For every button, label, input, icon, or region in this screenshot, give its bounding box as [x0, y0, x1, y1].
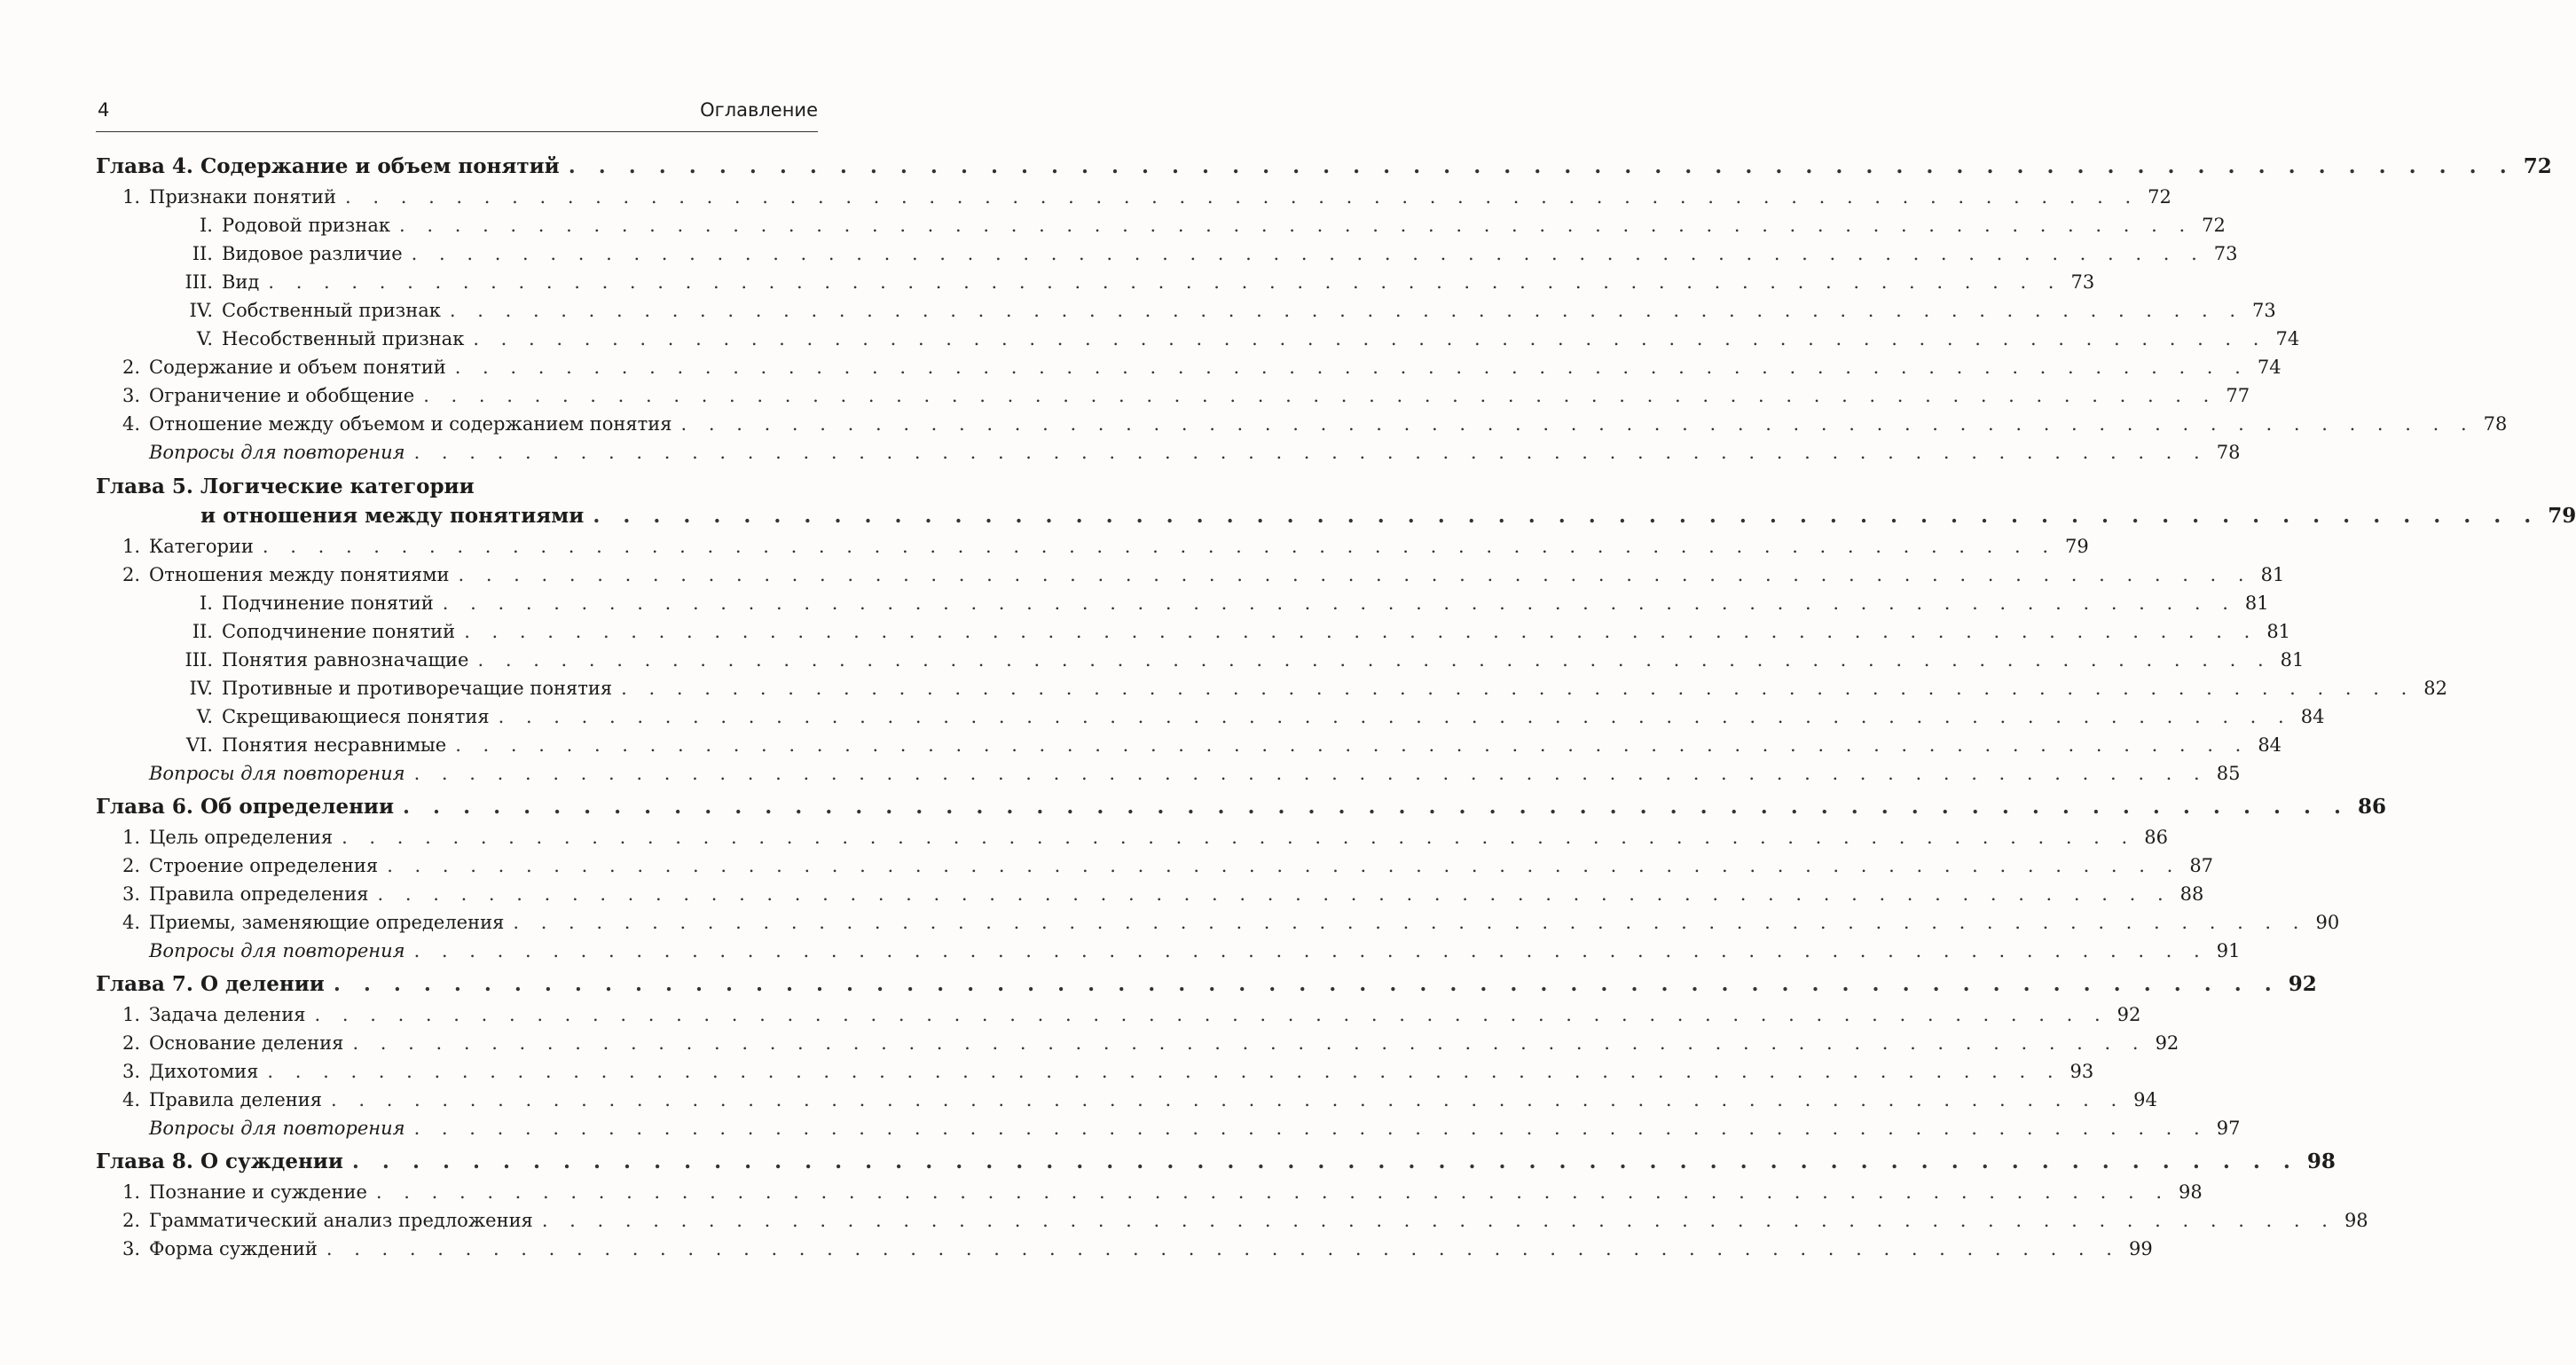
entry-page: 81: [2266, 621, 2291, 642]
toc-entry[interactable]: [96, 1057, 2094, 1086]
entry-title: Ограничение и обобщение: [149, 385, 415, 406]
entry-title: Родовой признак: [222, 215, 391, 236]
leader-dots: . . . . . . . . . . . . . . . . . . . . . . . . . . . . . . . . . . . . . . . . . . . . . . . . . . . . . . . . . . . . . . . . .: [314, 1004, 2109, 1025]
entry-page: 94: [2133, 1089, 2157, 1110]
entry-lead: [96, 617, 455, 646]
entry-marker: IV.: [189, 300, 213, 321]
toc-entry[interactable]: [96, 211, 2226, 239]
page-header: [96, 99, 818, 132]
entry-page: 78: [2216, 442, 2241, 463]
chapter-heading[interactable]: [96, 1146, 2336, 1178]
entry-marker: 1.: [122, 1181, 140, 1203]
entry-page: 73: [2252, 300, 2276, 321]
page-number: 4: [98, 99, 110, 121]
toc-entry[interactable]: [96, 1086, 2157, 1114]
entry-marker: 1.: [122, 186, 140, 208]
entry-marker: 3.: [122, 883, 140, 905]
entry-page: 82: [2423, 678, 2447, 699]
leader-dots: . . . . . . . . . . . . . . . . . . . . . . . . . . . . . . . . . . . . . . . . . . . . . . . . . . . . . . . . . . . . . . . . .: [403, 795, 2349, 819]
entry-lead: [96, 381, 414, 410]
entry-page: 87: [2189, 855, 2214, 876]
entry-page: 98: [2344, 1210, 2368, 1231]
leader-dots: . . . . . . . . . . . . . . . . . . . . . . . . . . . . . . . . . . . . . . . . . . . . . . . . . . . . . . . . . . . . . . . . .: [411, 243, 2205, 264]
toc-entry[interactable]: [96, 1000, 2141, 1029]
leader-dots: . . . . . . . . . . . . . . . . . . . . . . . . . . . . . . . . . . . . . . . . . . . . . . . . . . . . . . . . . . . . . . . . .: [454, 357, 2249, 378]
entry-title: Цель определения: [149, 827, 334, 848]
review-questions-entry[interactable]: [96, 937, 2241, 965]
entry-title: Форма суждений: [149, 1238, 318, 1259]
entry-page: 98: [2179, 1181, 2203, 1203]
entry-marker: 2.: [122, 1210, 140, 1231]
leader-dots: . . . . . . . . . . . . . . . . . . . . . . . . . . . . . . . . . . . . . . . . . . . . . . . . . . . . . . . . . . . . . . . . .: [442, 592, 2236, 614]
toc-entry[interactable]: [96, 325, 2300, 353]
entry-title: Правила определения: [149, 883, 369, 905]
toc-entry[interactable]: [96, 183, 2172, 211]
toc-entry[interactable]: [96, 731, 2282, 759]
leader-dots: . . . . . . . . . . . . . . . . . . . . . . . . . . . . . . . . . . . . . . . . . . . . . . . . . . . . . . . . . . . . . . . . .: [541, 1210, 2336, 1231]
entry-title: Задача деления: [149, 1004, 306, 1025]
leader-dots: . . . . . . . . . . . . . . . . . . . . . . . . . . . . . . . . . . . . . . . . . . . . . . . . . . . . . . . . . . . . . . . . .: [333, 972, 2280, 996]
entry-page: 73: [2070, 271, 2095, 293]
toc-entry[interactable]: [96, 617, 2291, 646]
entry-title: Категории: [149, 536, 254, 557]
leader-dots: . . . . . . . . . . . . . . . . . . . . . . . . . . . . . . . . . . . . . . . . . . . . . . . . . . . . . . . . . . . . . . . . .: [352, 1032, 2147, 1054]
entry-lead: [96, 1029, 343, 1057]
chapter-title: О суждении: [200, 1149, 343, 1173]
entry-page: 81: [2280, 649, 2305, 671]
leader-dots: . . . . . . . . . . . . . . . . . . . . . . . . . . . . . . . . . . . . . . . . . . . . . . . . . . . . . . . . . . . . . . . . .: [423, 385, 2218, 406]
entry-page: 84: [2300, 706, 2325, 727]
leader-dots: . . . . . . . . . . . . . . . . . . . . . . . . . . . . . . . . . . . . . . . . . . . . . . . . . . . . . . . . . . . . . . . . .: [477, 649, 2272, 671]
leader-dots: . . . . . . . . . . . . . . . . . . . . . . . . . . . . . . . . . . . . . . . . . . . . . . . . . . . . . . . . . . . . . . . . .: [413, 1118, 2208, 1139]
chapter-heading[interactable]: [96, 969, 2317, 1000]
leader-dots: . . . . . . . . . . . . . . . . . . . . . . . . . . . . . . . . . . . . . . . . . . . . . . . . . . . . . . . . . . . . . . . . .: [331, 1089, 2125, 1110]
entry-lead: [96, 325, 464, 353]
chapter-page: 79: [2548, 504, 2576, 528]
entry-title: Основание деления: [149, 1032, 344, 1054]
entry-lead: [96, 1114, 405, 1142]
toc-entry[interactable]: [96, 702, 2325, 731]
entry-marker: I.: [200, 592, 213, 614]
leader-dots: . . . . . . . . . . . . . . . . . . . . . . . . . . . . . . . . . . . . . . . . . . . . . . . . . . . . . . . . . . . . . . . . .: [377, 883, 2172, 905]
entry-lead: [96, 646, 469, 674]
leader-dots: . . . . . . . . . . . . . . . . . . . . . . . . . . . . . . . . . . . . . . . . . . . . . . . . . . . . . . . . . . . . . . . . .: [413, 763, 2208, 784]
chapter-page: 92: [2288, 972, 2317, 996]
entry-marker: 1.: [122, 536, 140, 557]
entry-title: Собственный признак: [222, 300, 441, 321]
chapter-page: 72: [2523, 154, 2552, 178]
leader-dots: . . . . . . . . . . . . . . . . . . . . . . . . . . . . . . . . . . . . . . . . . . . . . . . . . . . . . . . . . . . . . . . . .: [593, 504, 2540, 528]
entry-marker: II.: [192, 621, 213, 642]
entry-page: 72: [2202, 215, 2226, 236]
entry-marker: IV.: [189, 678, 213, 699]
entry-lead: [96, 353, 446, 381]
toc-entry[interactable]: [96, 296, 2276, 325]
chapter-title: и отношения между понятиями: [200, 504, 585, 528]
entry-title: Дихотомия: [149, 1061, 259, 1082]
leader-dots: . . . . . . . . . . . . . . . . . . . . . . . . . . . . . . . . . . . . . . . . . . . . . . . . . . . . . . . . . . . . . . . . .: [413, 940, 2208, 961]
leader-dots: . . . . . . . . . . . . . . . . . . . . . . . . . . . . . . . . . . . . . . . . . . . . . . . . . . . . . . . . . . . . . . . . .: [458, 564, 2252, 585]
leader-dots: . . . . . . . . . . . . . . . . . . . . . . . . . . . . . . . . . . . . . . . . . . . . . . . . . . . . . . . . . . . . . . . . .: [326, 1238, 2120, 1259]
entry-lead: [96, 851, 378, 880]
entry-marker: VI.: [185, 734, 213, 756]
chapter-title-line1: Логические категории: [200, 475, 475, 498]
entry-title: Грамматический анализ предложения: [149, 1210, 533, 1231]
leader-dots: . . . . . . . . . . . . . . . . . . . . . . . . . . . . . . . . . . . . . . . . . . . . . . . . . . . . . . . . . . . . . . . . .: [413, 442, 2208, 463]
entry-marker: 3.: [122, 1061, 140, 1082]
entry-lead: [96, 532, 254, 561]
entry-page: 77: [2226, 385, 2250, 406]
entry-lead: [96, 759, 405, 788]
entry-marker: 2.: [122, 1032, 140, 1054]
entry-title: Строение определения: [149, 855, 379, 876]
toc-entry[interactable]: [96, 381, 2250, 410]
toc-entry[interactable]: [96, 908, 2340, 937]
entry-lead: [96, 1206, 533, 1235]
entry-lead: [96, 296, 441, 325]
toc-entry[interactable]: [96, 1206, 2368, 1235]
leader-dots: . . . . . . . . . . . . . . . . . . . . . . . . . . . . . . . . . . . . . . . . . . . . . . . . . . . . . . . . . . . . . . . . .: [345, 186, 2140, 208]
leader-dots: . . . . . . . . . . . . . . . . . . . . . . . . . . . . . . . . . . . . . . . . . . . . . . . . . . . . . . . . . . . . . . . . .: [680, 413, 2475, 435]
running-title: Оглавление: [700, 99, 818, 121]
entry-lead: [96, 1057, 258, 1086]
entry-lead: [96, 702, 490, 731]
entry-title: Содержание и объем понятий: [149, 357, 446, 378]
toc-entry[interactable]: [96, 561, 2285, 589]
entry-page: 92: [2117, 1004, 2141, 1025]
leader-dots: . . . . . . . . . . . . . . . . . . . . . . . . . . . . . . . . . . . . . . . . . . . . . . . . . . . . . . . . . . . . . . . . .: [449, 300, 2244, 321]
toc-entry[interactable]: [96, 851, 2214, 880]
toc-entry[interactable]: [96, 589, 2269, 617]
leader-dots: . . . . . . . . . . . . . . . . . . . . . . . . . . . . . . . . . . . . . . . . . . . . . . . . . . . . . . . . . . . . . . . . .: [464, 621, 2258, 642]
entry-marker: II.: [192, 243, 213, 264]
toc-entry[interactable]: [96, 1235, 2153, 1263]
entry-marker: 3.: [122, 1238, 140, 1259]
entry-lead: [96, 561, 449, 589]
chapter-page: 98: [2306, 1149, 2336, 1173]
toc-entry[interactable]: [96, 410, 2508, 438]
leader-dots: . . . . . . . . . . . . . . . . . . . . . . . . . . . . . . . . . . . . . . . . . . . . . . . . . . . . . . . . . . . . . . . . .: [513, 912, 2307, 933]
entry-marker: 1.: [122, 827, 140, 848]
entry-lead: [96, 880, 369, 908]
entry-title: Видовое различие: [222, 243, 403, 264]
chapter-lead: [96, 791, 394, 823]
entry-title: Скрещивающиеся понятия: [222, 706, 490, 727]
entry-title: Познание и суждение: [149, 1181, 367, 1203]
chapter-lead: [96, 969, 325, 1000]
entry-title: Противные и противоречащие понятия: [222, 678, 613, 699]
entry-lead: [96, 1235, 318, 1263]
chapter-title: Содержание и объем понятий: [200, 154, 560, 178]
entry-lead: [96, 211, 390, 239]
entry-title: Соподчинение понятий: [222, 621, 456, 642]
toc-entry[interactable]: [96, 1178, 2203, 1206]
leader-dots: . . . . . . . . . . . . . . . . . . . . . . . . . . . . . . . . . . . . . . . . . . . . . . . . . . . . . . . . . . . . . . . . .: [399, 215, 2194, 236]
entry-marker: 2.: [122, 855, 140, 876]
entry-marker: 2.: [122, 357, 140, 378]
chapter-title: О делении: [200, 972, 325, 996]
entry-lead: [96, 674, 612, 702]
entry-lead: [96, 1000, 306, 1029]
entry-marker: 4.: [122, 1089, 140, 1110]
chapter-label: Глава 5.: [96, 475, 193, 498]
entry-page: 88: [2179, 883, 2204, 905]
entry-title: Правила деления: [149, 1089, 322, 1110]
leader-dots: . . . . . . . . . . . . . . . . . . . . . . . . . . . . . . . . . . . . . . . . . . . . . . . . . . . . . . . . . . . . . . . . .: [351, 1149, 2298, 1173]
entry-page: 93: [2069, 1061, 2094, 1082]
entry-title: Вопросы для повторения: [149, 1118, 405, 1139]
entry-title: Несобственный признак: [222, 328, 465, 349]
chapter-heading-line: [96, 474, 816, 500]
entry-page: 74: [2257, 357, 2281, 378]
entry-marker: 1.: [122, 1004, 140, 1025]
entry-lead: [96, 589, 434, 617]
entry-lead: [96, 1178, 367, 1206]
toc-entry[interactable]: [96, 646, 2305, 674]
review-questions-entry[interactable]: [96, 438, 2241, 467]
chapter-label: Глава 7.: [96, 972, 193, 996]
entry-marker: 4.: [122, 912, 140, 933]
leader-dots: . . . . . . . . . . . . . . . . . . . . . . . . . . . . . . . . . . . . . . . . . . . . . . . . . . . . . . . . . . . . . . . . .: [262, 536, 2057, 557]
entry-marker: I.: [200, 215, 213, 236]
entry-page: 74: [2275, 328, 2300, 349]
toc-entry[interactable]: [96, 239, 2238, 268]
entry-title: Признаки понятий: [149, 186, 337, 208]
entry-title: Отношение между объемом и содержанием понятия: [149, 413, 672, 435]
table-of-contents: [96, 151, 2576, 1263]
entry-page: 78: [2483, 413, 2508, 435]
entry-lead: [96, 410, 672, 438]
chapter-label: Глава 4.: [96, 154, 193, 178]
leader-dots: . . . . . . . . . . . . . . . . . . . . . . . . . . . . . . . . . . . . . . . . . . . . . . . . . . . . . . . . . . . . . . . . .: [342, 827, 2136, 848]
entry-title: Вопросы для повторения: [149, 763, 405, 784]
toc-entry[interactable]: [96, 268, 2095, 296]
leader-dots: . . . . . . . . . . . . . . . . . . . . . . . . . . . . . . . . . . . . . . . . . . . . . . . . . . . . . . . . . . . . . . . . .: [387, 855, 2181, 876]
entry-marker: 2.: [122, 564, 140, 585]
chapter-heading[interactable]: [96, 151, 2552, 183]
entry-page: 81: [2244, 592, 2269, 614]
leader-dots: . . . . . . . . . . . . . . . . . . . . . . . . . . . . . . . . . . . . . . . . . . . . . . . . . . . . . . . . . . . . . . . . .: [268, 271, 2062, 293]
entry-lead: [96, 908, 504, 937]
chapter-label: Глава 6.: [96, 795, 193, 819]
entry-page: 86: [2144, 827, 2168, 848]
chapter-lead: [96, 1146, 343, 1178]
entry-title: Подчинение понятий: [222, 592, 434, 614]
entry-lead: [96, 823, 333, 851]
toc-entry[interactable]: [96, 1029, 2179, 1057]
entry-title: Приемы, заменяющие определения: [149, 912, 505, 933]
entry-marker: 3.: [122, 385, 140, 406]
entry-page: 81: [2260, 564, 2285, 585]
entry-page: 97: [2216, 1118, 2241, 1139]
entry-title: Отношения между понятиями: [149, 564, 450, 585]
entry-lead: [96, 438, 405, 467]
leader-dots: . . . . . . . . . . . . . . . . . . . . . . . . . . . . . . . . . . . . . . . . . . . . . . . . . . . . . . . . . . . . . . . . .: [621, 678, 2415, 699]
entry-page: 92: [2155, 1032, 2179, 1054]
entry-marker: III.: [185, 649, 213, 671]
entry-title: Понятия несравнимые: [222, 734, 447, 756]
entry-page: 85: [2216, 763, 2241, 784]
chapter-heading[interactable]: [96, 500, 2576, 532]
leader-dots: . . . . . . . . . . . . . . . . . . . . . . . . . . . . . . . . . . . . . . . . . . . . . . . . . . . . . . . . . . . . . . . . .: [375, 1181, 2171, 1203]
entry-page: 99: [2128, 1238, 2153, 1259]
toc-entry[interactable]: [96, 880, 2204, 908]
chapter-title: Об определении: [200, 795, 395, 819]
entry-page: 79: [2065, 536, 2089, 557]
chapter-label: Глава 8.: [96, 1149, 193, 1173]
leader-dots: . . . . . . . . . . . . . . . . . . . . . . . . . . . . . . . . . . . . . . . . . . . . . . . . . . . . . . . . . . . . . . . . .: [267, 1061, 2062, 1082]
entry-lead: [96, 183, 336, 211]
entry-title: Понятия равнозначащие: [222, 649, 469, 671]
entry-lead: [96, 1086, 322, 1114]
chapter-page: 86: [2358, 795, 2387, 819]
chapter-lead: [96, 151, 560, 183]
toc-entry[interactable]: [96, 674, 2447, 702]
entry-page: 84: [2258, 734, 2282, 756]
entry-lead: [96, 731, 446, 759]
entry-marker: 4.: [122, 413, 140, 435]
entry-marker: III.: [185, 271, 213, 293]
leader-dots: . . . . . . . . . . . . . . . . . . . . . . . . . . . . . . . . . . . . . . . . . . . . . . . . . . . . . . . . . . . . . . . . .: [473, 328, 2267, 349]
chapter-heading[interactable]: [96, 791, 2387, 823]
entry-marker: V.: [196, 706, 213, 727]
leader-dots: . . . . . . . . . . . . . . . . . . . . . . . . . . . . . . . . . . . . . . . . . . . . . . . . . . . . . . . . . . . . . . . . .: [568, 154, 2515, 178]
entry-page: 73: [2213, 243, 2238, 264]
entry-lead: [96, 937, 405, 965]
entry-title: Вид: [222, 271, 260, 293]
review-questions-entry[interactable]: [96, 759, 2241, 788]
leader-dots: . . . . . . . . . . . . . . . . . . . . . . . . . . . . . . . . . . . . . . . . . . . . . . . . . . . . . . . . . . . . . . . . .: [498, 706, 2292, 727]
toc-entry[interactable]: [96, 353, 2281, 381]
entry-lead: [96, 268, 259, 296]
entry-page: 90: [2315, 912, 2340, 933]
entry-title: Вопросы для повторения: [149, 442, 405, 463]
entry-lead: [96, 239, 403, 268]
leader-dots: . . . . . . . . . . . . . . . . . . . . . . . . . . . . . . . . . . . . . . . . . . . . . . . . . . . . . . . . . . . . . . . . .: [455, 734, 2250, 756]
entry-marker: V.: [196, 328, 213, 349]
entry-page: 72: [2148, 186, 2172, 208]
review-questions-entry[interactable]: [96, 1114, 2241, 1142]
chapter-lead: [96, 500, 584, 532]
toc-entry[interactable]: [96, 823, 2168, 851]
toc-entry[interactable]: [96, 532, 2089, 561]
entry-title: Вопросы для повторения: [149, 940, 405, 961]
entry-page: 91: [2216, 940, 2241, 961]
